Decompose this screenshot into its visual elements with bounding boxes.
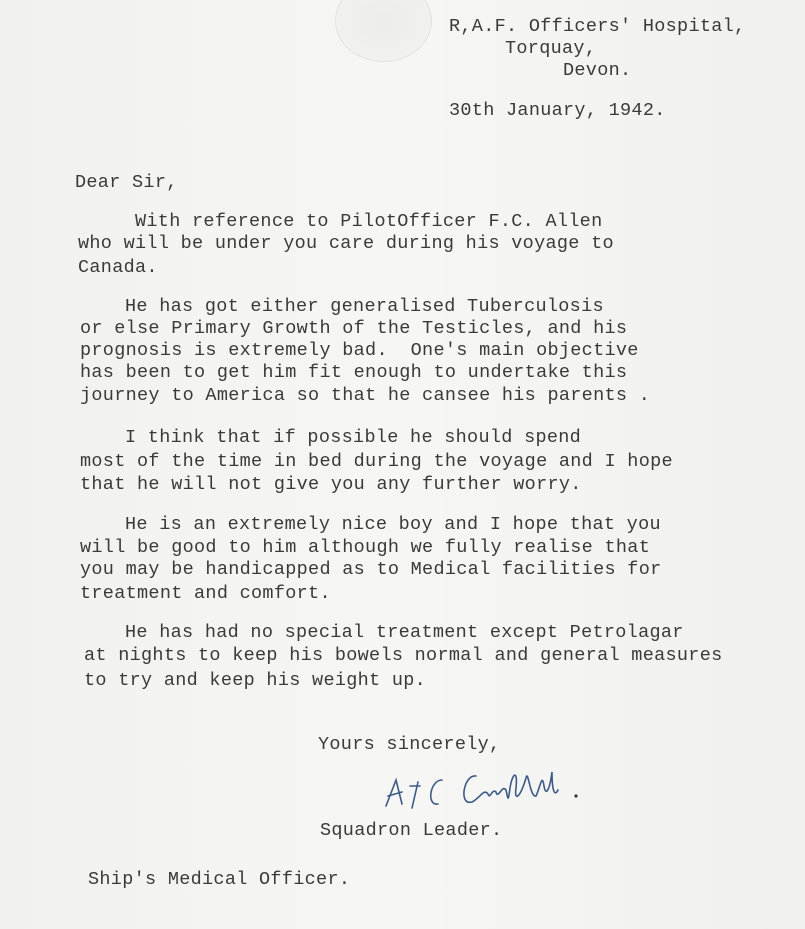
handwritten-signature bbox=[380, 758, 590, 818]
letter-date: 30th January, 1942. bbox=[449, 100, 666, 121]
body-line: to try and keep his weight up. bbox=[84, 670, 427, 691]
body-line: He has had no special treatment except Petrolagar bbox=[125, 622, 684, 643]
signatory-title: Squadron Leader. bbox=[320, 820, 503, 841]
address-line: R,A.F. Officers' Hospital, bbox=[449, 16, 746, 37]
body-line: He has got either generalised Tuberculosis bbox=[125, 296, 604, 317]
body-line: most of the time in bed during the voyage and I hope bbox=[80, 451, 673, 472]
body-line: at nights to keep his bowels normal and general measures bbox=[84, 645, 723, 666]
body-line: journey to America so that he cansee his parents . bbox=[80, 385, 651, 406]
body-line: With reference to PilotOfficer F.C. Allen bbox=[135, 211, 603, 232]
body-line: you may be handicapped as to Medical facilities for bbox=[80, 559, 662, 580]
salutation: Dear Sir, bbox=[75, 172, 178, 193]
body-line: who will be under you care during his voyage to bbox=[78, 233, 614, 254]
body-line: Canada. bbox=[78, 257, 158, 278]
closing: Yours sincerely, bbox=[318, 734, 501, 755]
body-line: He is an extremely nice boy and I hope that you bbox=[125, 514, 661, 535]
addressee: Ship's Medical Officer. bbox=[88, 869, 351, 890]
body-line: treatment and comfort. bbox=[80, 583, 331, 604]
body-line: prognosis is extremely bad. One's main objective bbox=[80, 340, 639, 361]
address-line: Devon. bbox=[563, 60, 632, 81]
body-line: that he will not give you any further worry. bbox=[80, 474, 582, 495]
address-line: Torquay, bbox=[505, 38, 597, 59]
body-line: or else Primary Growth of the Testicles, and his bbox=[80, 318, 628, 339]
body-line: I think that if possible he should spend bbox=[125, 427, 582, 448]
body-line: will be good to him although we fully realise that bbox=[80, 537, 651, 558]
body-line: has been to get him fit enough to undertake this bbox=[80, 362, 628, 383]
